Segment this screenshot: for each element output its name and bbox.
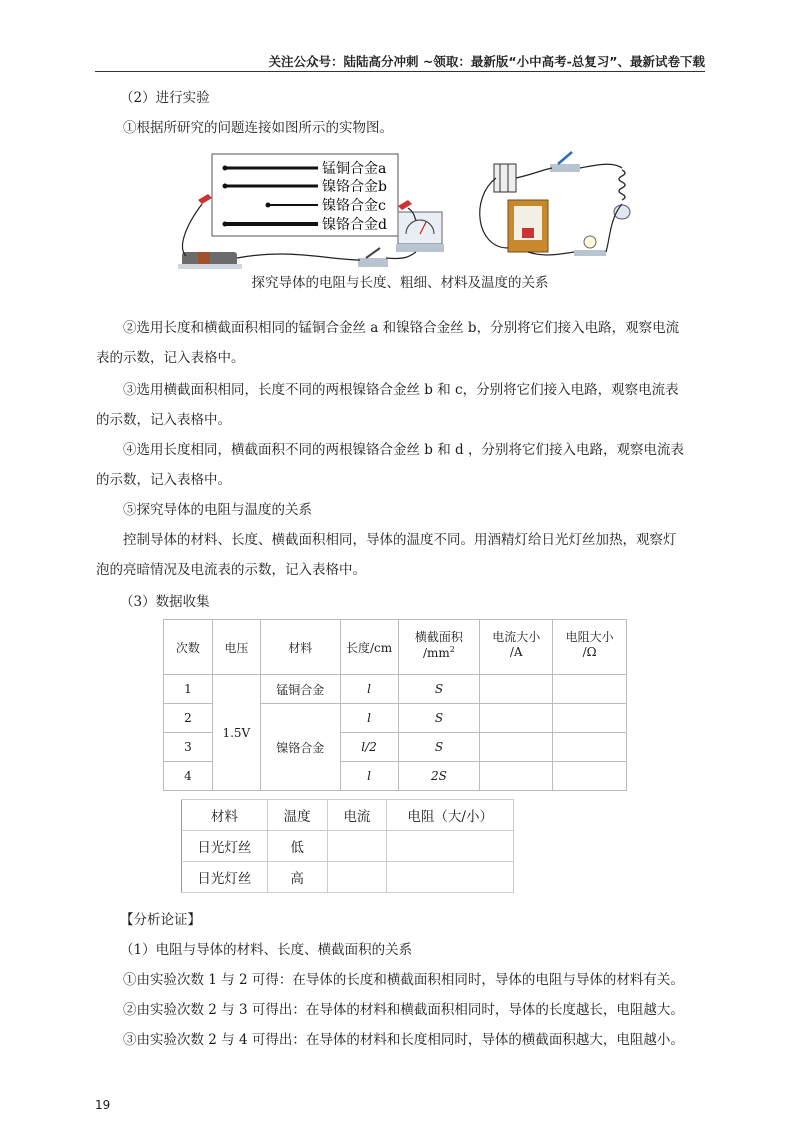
current-cell bbox=[480, 675, 553, 704]
resistance-cell bbox=[553, 675, 627, 704]
step-3-line2: 的示数，记入表格中。 bbox=[96, 412, 231, 428]
resistance-cell bbox=[387, 862, 514, 893]
clip-right bbox=[398, 200, 412, 210]
step3-title: （3）数据收集 bbox=[120, 594, 210, 610]
current-cell bbox=[480, 762, 553, 791]
current-cell bbox=[480, 733, 553, 762]
current-cell bbox=[480, 704, 553, 733]
th-voltage: 电压 bbox=[212, 620, 260, 675]
label-wire-b: 镍铬合金b bbox=[322, 179, 387, 195]
resistance-cell bbox=[387, 831, 514, 862]
figure-caption: 探究导体的电阻与长度、粗细、材料及温度的关系 bbox=[251, 275, 549, 291]
clip-left bbox=[198, 194, 212, 204]
data-table-1 bbox=[163, 619, 627, 791]
label-wire-c: 镍铬合金c bbox=[322, 198, 386, 214]
conclusion-1: ①由实验次数 1 与 2 可得：在导体的长度和横截面积相同时，导体的电阻与导体的材料有关。 bbox=[123, 972, 684, 988]
step-4-line2: 的示数，记入表格中。 bbox=[96, 472, 231, 488]
th-current: 电流大小 /A bbox=[480, 620, 553, 675]
table1-header-row bbox=[164, 620, 627, 675]
ammeter bbox=[398, 212, 442, 244]
table2-header-row: 材料 温度 电流 电阻（大/小） bbox=[182, 800, 514, 831]
step-4-line1: ④选用长度相同，横截面积不同的两根镍铬合金丝 b 和 d ，分别将它们接入电路，观察电流表 bbox=[123, 442, 684, 458]
analysis-1: （1）电阻与导体的材料、长度、横截面积的关系 bbox=[120, 942, 413, 958]
switch-right bbox=[550, 164, 580, 172]
material-nichrome: 镍铬合金 bbox=[260, 704, 340, 791]
header-rule bbox=[95, 71, 705, 72]
step-2-line2: 表的示数，记入表格中。 bbox=[96, 350, 245, 366]
th-area: 横截面积 $/mm^2$ bbox=[398, 620, 480, 675]
resistance-cell bbox=[553, 704, 627, 733]
material-manganin: 锰铜合金 bbox=[260, 675, 340, 704]
step-3-line1: ③选用横截面积相同，长度不同的两根镍铬合金丝 b 和 c，分别将它们接入电路，观察电流表 bbox=[123, 382, 679, 398]
th-material: 材料 bbox=[260, 620, 340, 675]
conclusion-2: ②由实验次数 2 与 3 可得出：在导体的材料和横截面积相同时，导体的长度越长，电阻越大。 bbox=[123, 1002, 684, 1018]
bulb bbox=[584, 236, 596, 248]
conclusion-3: ③由实验次数 2 与 4 可得出：在导体的材料和长度相同时，导体的横截面积越大，电阻越小。 bbox=[123, 1032, 684, 1048]
table-row: 日光灯丝 高 bbox=[182, 862, 514, 893]
step-1: ①根据所研究的问题连接如图所示的实物图。 bbox=[123, 120, 393, 136]
analysis-title: 【分析论证】 bbox=[120, 912, 201, 928]
current-cell bbox=[327, 862, 387, 893]
th-length: 长度/cm bbox=[340, 620, 398, 675]
table-row: 日光灯丝 低 bbox=[182, 831, 514, 862]
filament-coil bbox=[619, 170, 625, 200]
current-cell bbox=[327, 831, 387, 862]
step-5-line1: 控制导体的材料、长度、横截面积相同，导体的温度不同。用酒精灯给日光灯丝加热，观察灯 bbox=[123, 532, 677, 548]
page-header: 关注公众号：陆陆高分冲刺 ~领取：最新版“小中高考-总复习”、最新试卷下载 bbox=[268, 54, 705, 69]
step-2-line1: ②选用长度和横截面积相同的锰铜合金丝 a 和镍铬合金丝 b，分别将它们接入电路，观察电流 bbox=[123, 320, 680, 336]
voltage-cell: 1.5V bbox=[212, 675, 260, 791]
table-row: 1 1.5V 锰铜合金 l S bbox=[164, 675, 627, 704]
step2-title: （2）进行实验 bbox=[120, 90, 210, 106]
switch bbox=[358, 258, 388, 267]
th-count: 次数 bbox=[164, 620, 213, 675]
table-row: 4 l 2S bbox=[164, 762, 627, 791]
table-row: 3 l/2 S bbox=[164, 733, 627, 762]
battery-box bbox=[494, 164, 516, 192]
label-wire-a: 锰铜合金a bbox=[322, 161, 387, 177]
table-row: 2 镍铬合金 l S bbox=[164, 704, 627, 733]
step-5: ⑤探究导体的电阻与温度的关系 bbox=[123, 502, 312, 518]
resistance-cell bbox=[553, 733, 627, 762]
step-5-line2: 泡的亮暗情况及电流表的示数，记入表格中。 bbox=[96, 562, 366, 578]
th-resistance: 电阻大小 /Ω bbox=[553, 620, 627, 675]
page-number: 19 bbox=[95, 1098, 111, 1112]
data-table-2 bbox=[181, 799, 514, 893]
experiment-figure bbox=[170, 148, 650, 273]
label-wire-d: 镍铬合金d bbox=[322, 217, 387, 233]
resistance-cell bbox=[553, 762, 627, 791]
